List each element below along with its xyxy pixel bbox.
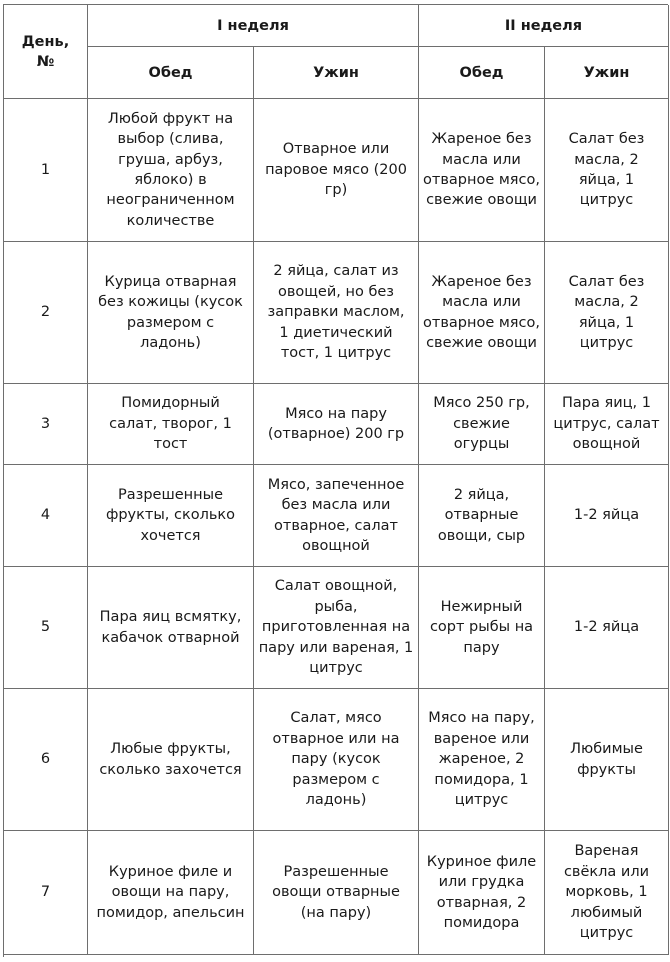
day-number: 3 xyxy=(4,384,88,465)
week2-dinner-cell: Салат без масла, 2 яйца, 1 цитрус xyxy=(545,242,669,384)
day-number: 2 xyxy=(4,242,88,384)
header-week-1: I неделя xyxy=(88,5,419,47)
diet-table xyxy=(3,4,668,957)
day-number: 7 xyxy=(4,831,88,955)
week1-lunch-cell: Любые фрукты, сколько захочется xyxy=(88,689,254,831)
week2-dinner-cell: Любимые фрукты xyxy=(545,689,669,831)
week1-lunch-cell: Помидорный салат, творог, 1 тост xyxy=(88,384,254,465)
day-number: 1 xyxy=(4,99,88,242)
header-week1-dinner: Ужин xyxy=(254,47,419,99)
week1-dinner-cell: Мясо на пару (отварное) 200 гр xyxy=(254,384,419,465)
week2-lunch-cell: 2 яйца, отварные овощи, сыр xyxy=(419,465,545,567)
week2-dinner-cell: Вареная свёкла или морковь, 1 любимый цитрус xyxy=(545,831,669,955)
week2-dinner-cell: Салат без масла, 2 яйца, 1 цитрус xyxy=(545,99,669,242)
week1-lunch-cell: Любой фрукт на выбор (слива, груша, арбуз, яблоко) в неограниченном количестве xyxy=(88,99,254,242)
week2-lunch-cell: Нежирный сорт рыбы на пару xyxy=(419,567,545,689)
week2-lunch-cell: Куриное филе или грудка отварная, 2 помидора xyxy=(419,831,545,955)
day-number: 5 xyxy=(4,567,88,689)
week2-lunch-cell: Мясо 250 гр, свежие огурцы xyxy=(419,384,545,465)
week2-dinner-cell: 1-2 яйца xyxy=(545,465,669,567)
week2-dinner-cell: 1-2 яйца xyxy=(545,567,669,689)
week1-dinner-cell: Разрешенные овощи отварные (на пару) xyxy=(254,831,419,955)
week2-lunch-cell: Мясо на пару, вареное или жареное, 2 помидора, 1 цитрус xyxy=(419,689,545,831)
week2-lunch-cell: Жареное без масла или отварное мясо, свежие овощи xyxy=(419,99,545,242)
week1-dinner-cell: Салат овощной, рыба, приготовленная на пару или вареная, 1 цитрус xyxy=(254,567,419,689)
week2-lunch-cell: Жареное без масла или отварное мясо, свежие овощи xyxy=(419,242,545,384)
week1-lunch-cell: Куриное филе и овощи на пару, помидор, апельсин xyxy=(88,831,254,955)
week2-dinner-cell: Пара яиц, 1 цитрус, салат овощной xyxy=(545,384,669,465)
day-number: 6 xyxy=(4,689,88,831)
week1-dinner-cell: 2 яйца, салат из овощей, но без заправки маслом, 1 диетический тост, 1 цитрус xyxy=(254,242,419,384)
week1-lunch-cell: Курица отварная без кожицы (кусок размером с ладонь) xyxy=(88,242,254,384)
week1-dinner-cell: Мясо, запеченное без масла или отварное, салат овощной xyxy=(254,465,419,567)
header-week1-lunch: Обед xyxy=(88,47,254,99)
week1-dinner-cell: Отварное или паровое мясо (200 гр) xyxy=(254,99,419,242)
header-week-2: II неделя xyxy=(419,5,669,47)
header-day: День, № xyxy=(4,5,88,99)
week1-dinner-cell: Салат, мясо отварное или на пару (кусок размером с ладонь) xyxy=(254,689,419,831)
day-number: 4 xyxy=(4,465,88,567)
header-week2-dinner: Ужин xyxy=(545,47,669,99)
week1-lunch-cell: Разрешенные фрукты, сколько хочется xyxy=(88,465,254,567)
header-week2-lunch: Обед xyxy=(419,47,545,99)
week1-lunch-cell: Пара яиц всмятку, кабачок отварной xyxy=(88,567,254,689)
